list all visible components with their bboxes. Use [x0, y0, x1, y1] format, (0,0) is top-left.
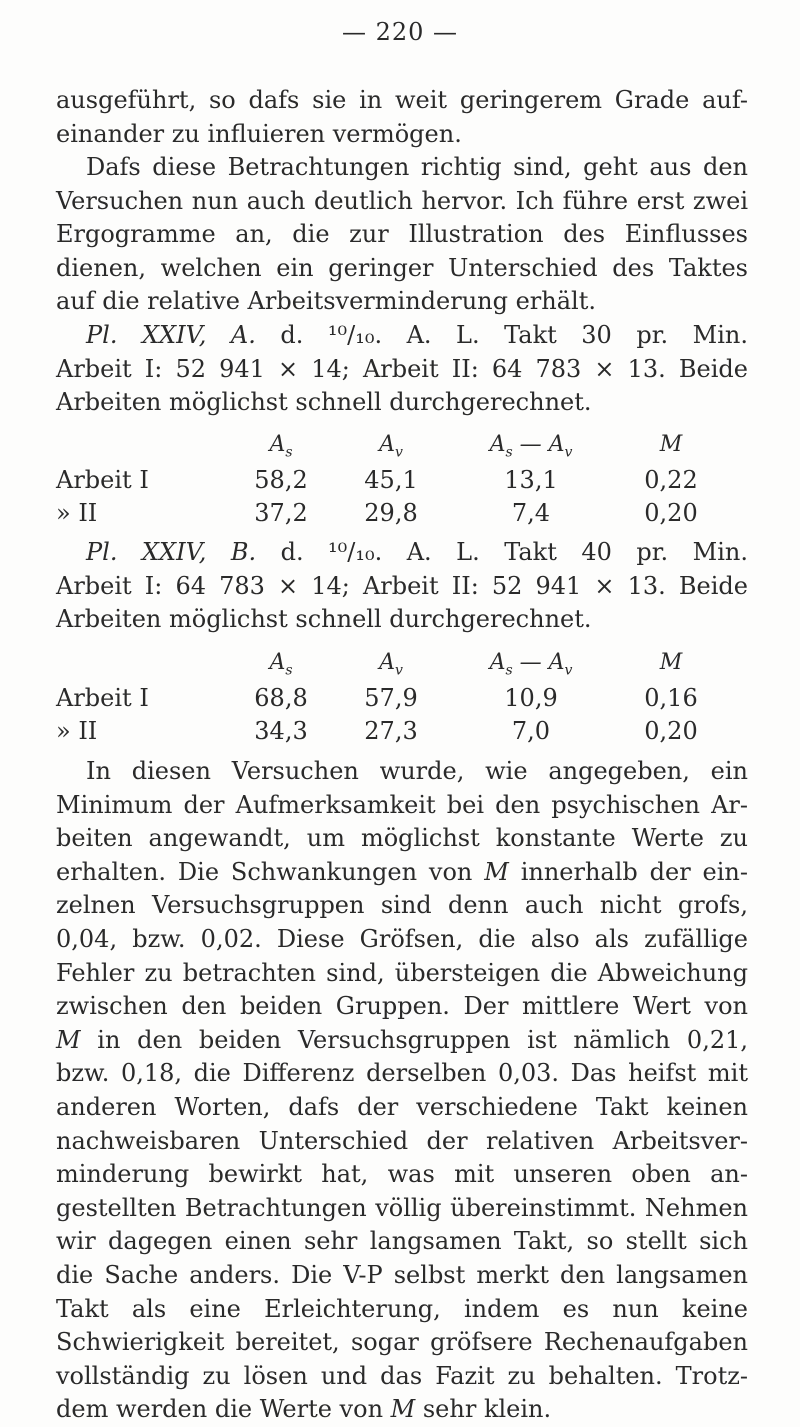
text-line: gestellten Betrachtungen völlig übereinstimmt. Nehmen	[56, 1193, 748, 1222]
table-cell: 0,20	[644, 717, 698, 745]
row-label: » II	[56, 717, 98, 745]
text-line	[56, 319, 748, 353]
row-label: Arbeit I	[56, 466, 149, 494]
table-cell: 45,1	[364, 466, 418, 494]
col-header-as: $A_s$	[269, 432, 293, 461]
table-cell: 58,2	[254, 466, 308, 494]
table-cell: 0,16	[644, 684, 698, 712]
text-line: erhalten. Die Schwankungen von M innerhalb der ein-	[56, 857, 748, 886]
text-line: 0,04, bzw. 0,02. Diese Gröfsen, die also als zufällige	[56, 924, 748, 953]
experiment-info: d. ¹⁰/₁₀. A. L. Takt 40 pr. Min.	[280, 538, 748, 566]
text-line: dienen, welchen ein geringer Unterschied des Taktes	[56, 253, 748, 282]
text-line	[56, 536, 748, 570]
text-line: Arbeiten möglichst schnell durchgerechnet.	[56, 605, 592, 634]
text-line: In diesen Versuchen wurde, wie angegeben, ein	[86, 757, 748, 785]
col-header-diff: $A_s$ — $A_v$	[489, 650, 573, 679]
col-header-m: M	[659, 650, 683, 675]
text-line: M in den beiden Versuchsgruppen ist nämlich 0,21,	[56, 1025, 748, 1054]
paragraph-2	[56, 151, 748, 319]
text-line: Fehler zu betrachten sind, übersteigen die Abweichung	[56, 958, 748, 987]
row-label: » II	[56, 499, 98, 527]
table-cell: 7,4	[511, 499, 551, 527]
table-cell: 34,3	[254, 717, 308, 745]
text-line: einander zu influieren vermögen.	[56, 119, 462, 148]
text-line: wir dagegen einen sehr langsamen Takt, so stellt sich	[56, 1227, 748, 1256]
table-cell: 27,3	[364, 717, 418, 745]
text-line: dem werden die Werte von M sehr klein.	[56, 1395, 552, 1424]
col-header-av: $A_v$	[379, 432, 403, 461]
text-line: auf die relative Arbeitsverminderung erhält.	[56, 287, 596, 316]
table-cell: 68,8	[254, 684, 308, 712]
text-line: ausgeführt, so dafs sie in weit geringerem Grade auf-	[56, 86, 748, 114]
text-line: Dafs diese Betrachtungen richtig sind, geht aus den	[86, 153, 748, 181]
text-line: anderen Worten, dafs der verschiedene Takt keinen	[56, 1092, 748, 1121]
text-line: vollständig zu lösen und das Fazit zu behalten. Trotz-	[56, 1361, 748, 1390]
text-line: Takt als eine Erleichterung, indem es nun keine	[56, 1294, 748, 1323]
text-line: zwischen den beiden Gruppen. Der mittlere Wert von	[56, 992, 748, 1021]
table-cell: 57,9	[364, 684, 418, 712]
plate-label: Pl. XXIV, B.	[86, 538, 257, 566]
row-label: Arbeit I	[56, 684, 149, 712]
col-header-as: $A_s$	[269, 650, 293, 679]
paragraph-3	[56, 755, 748, 1427]
experiment-1-description	[56, 319, 748, 420]
text-line: Minimum der Aufmerksamkeit bei den psychischen Ar-	[56, 790, 748, 819]
text-line: Schwierigkeit bereitet, sogar gröfsere Rechenaufgaben	[56, 1328, 748, 1357]
col-header-m: M	[659, 432, 683, 457]
page-number: — 220 —	[341, 18, 459, 46]
text-line: minderung bewirkt hat, was mit unseren oben an-	[56, 1160, 748, 1189]
text-line: nachweisbaren Unterschied der relativen Arbeitsver-	[56, 1126, 748, 1155]
table-cell: 13,1	[504, 466, 558, 494]
text-line: Ergogramme an, die zur Illustration des Einflusses	[56, 220, 748, 249]
experiment-2-description	[56, 536, 748, 637]
col-header-av: $A_v$	[379, 650, 403, 679]
experiment-info: d. ¹⁰/₁₀. A. L. Takt 30 pr. Min.	[280, 321, 748, 349]
table-cell: 7,0	[511, 717, 551, 745]
table-cell: 29,8	[364, 499, 418, 527]
table-cell: 0,20	[644, 499, 698, 527]
text-line: zelnen Versuchsgruppen sind denn auch nicht grofs,	[56, 891, 748, 920]
paragraph-1	[56, 84, 748, 151]
text-line: bzw. 0,18, die Differenz derselben 0,03. Das heifst mit	[56, 1059, 748, 1088]
text-line: Arbeit I: 52 941 × 14; Arbeit II: 64 783 × 13. Beide	[56, 354, 748, 383]
text-line: Arbeit I: 64 783 × 14; Arbeit II: 52 941 × 13. Beide	[56, 571, 748, 600]
table-cell: 37,2	[254, 499, 308, 527]
text-line: beiten angewandt, um möglichst konstante Werte zu	[56, 824, 748, 853]
plate-label: Pl. XXIV, A.	[86, 321, 256, 349]
text-line: Arbeiten möglichst schnell durchgerechnet.	[56, 388, 592, 417]
table-cell: 0,22	[644, 466, 698, 494]
text-line: Versuchen nun auch deutlich hervor. Ich führe erst zwei	[56, 186, 748, 215]
text-line: die Sache anders. Die V-P selbst merkt den langsamen	[56, 1260, 748, 1289]
col-header-diff: $A_s$ — $A_v$	[489, 432, 573, 461]
table-cell: 10,9	[504, 684, 558, 712]
